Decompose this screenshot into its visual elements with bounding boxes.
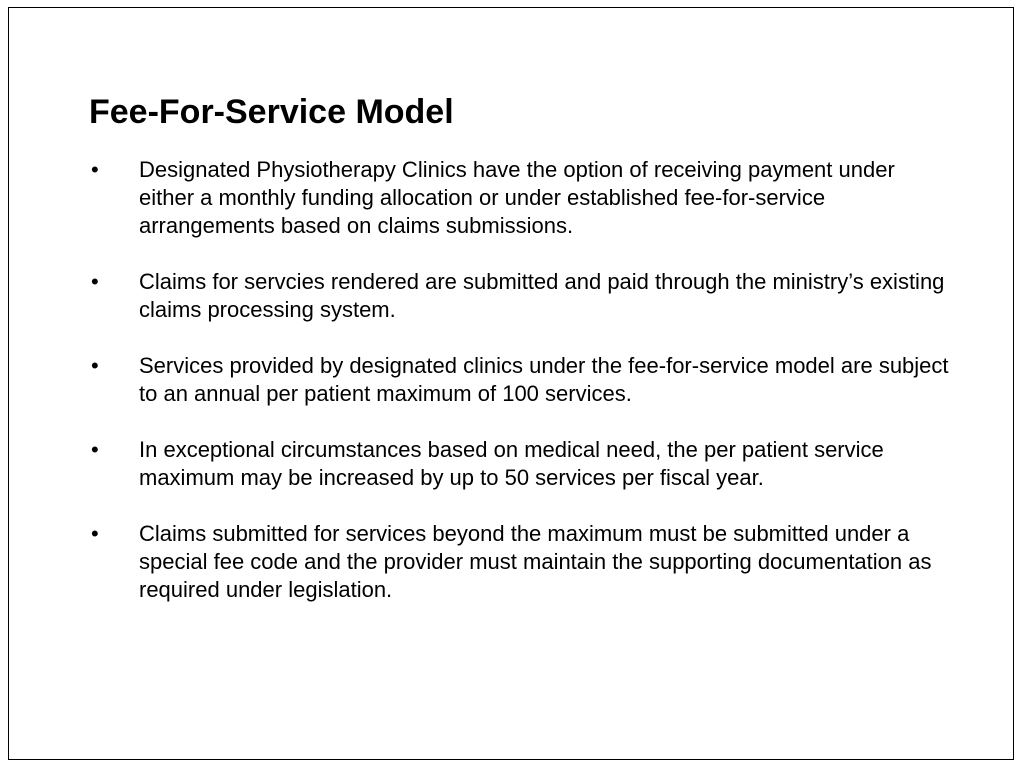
bullet-icon: • [91, 437, 99, 462]
bullet-item [89, 156, 949, 240]
bullet-text: Claims submitted for services beyond the maximum must be submitted under a special fee code and the provider must maintain the supporting documentation as required under legislation. [139, 521, 932, 602]
slide-frame [8, 7, 1014, 760]
bullet-item [89, 436, 949, 492]
bullet-text: Services provided by designated clinics under the fee-for-service model are subject to an annual per patient maximum of 100 services. [139, 353, 949, 406]
bullet-icon: • [91, 521, 99, 546]
bullet-icon: • [91, 269, 99, 294]
bullet-list [89, 156, 949, 632]
bullet-item [89, 268, 949, 324]
bullet-text: In exceptional circumstances based on medical need, the per patient service maximum may be increased by up to 50 services per fiscal year. [139, 437, 884, 490]
bullet-icon: • [91, 353, 99, 378]
bullet-text: Claims for servcies rendered are submitted and paid through the ministry’s existing claims processing system. [139, 269, 945, 322]
bullet-item [89, 352, 949, 408]
bullet-icon: • [91, 157, 99, 182]
slide-title: Fee-For-Service Model [89, 93, 454, 131]
bullet-text: Designated Physiotherapy Clinics have the option of receiving payment under either a monthly funding allocation or under established fee-for-service arrangements based on claims submissions. [139, 157, 895, 238]
bullet-item [89, 520, 949, 604]
